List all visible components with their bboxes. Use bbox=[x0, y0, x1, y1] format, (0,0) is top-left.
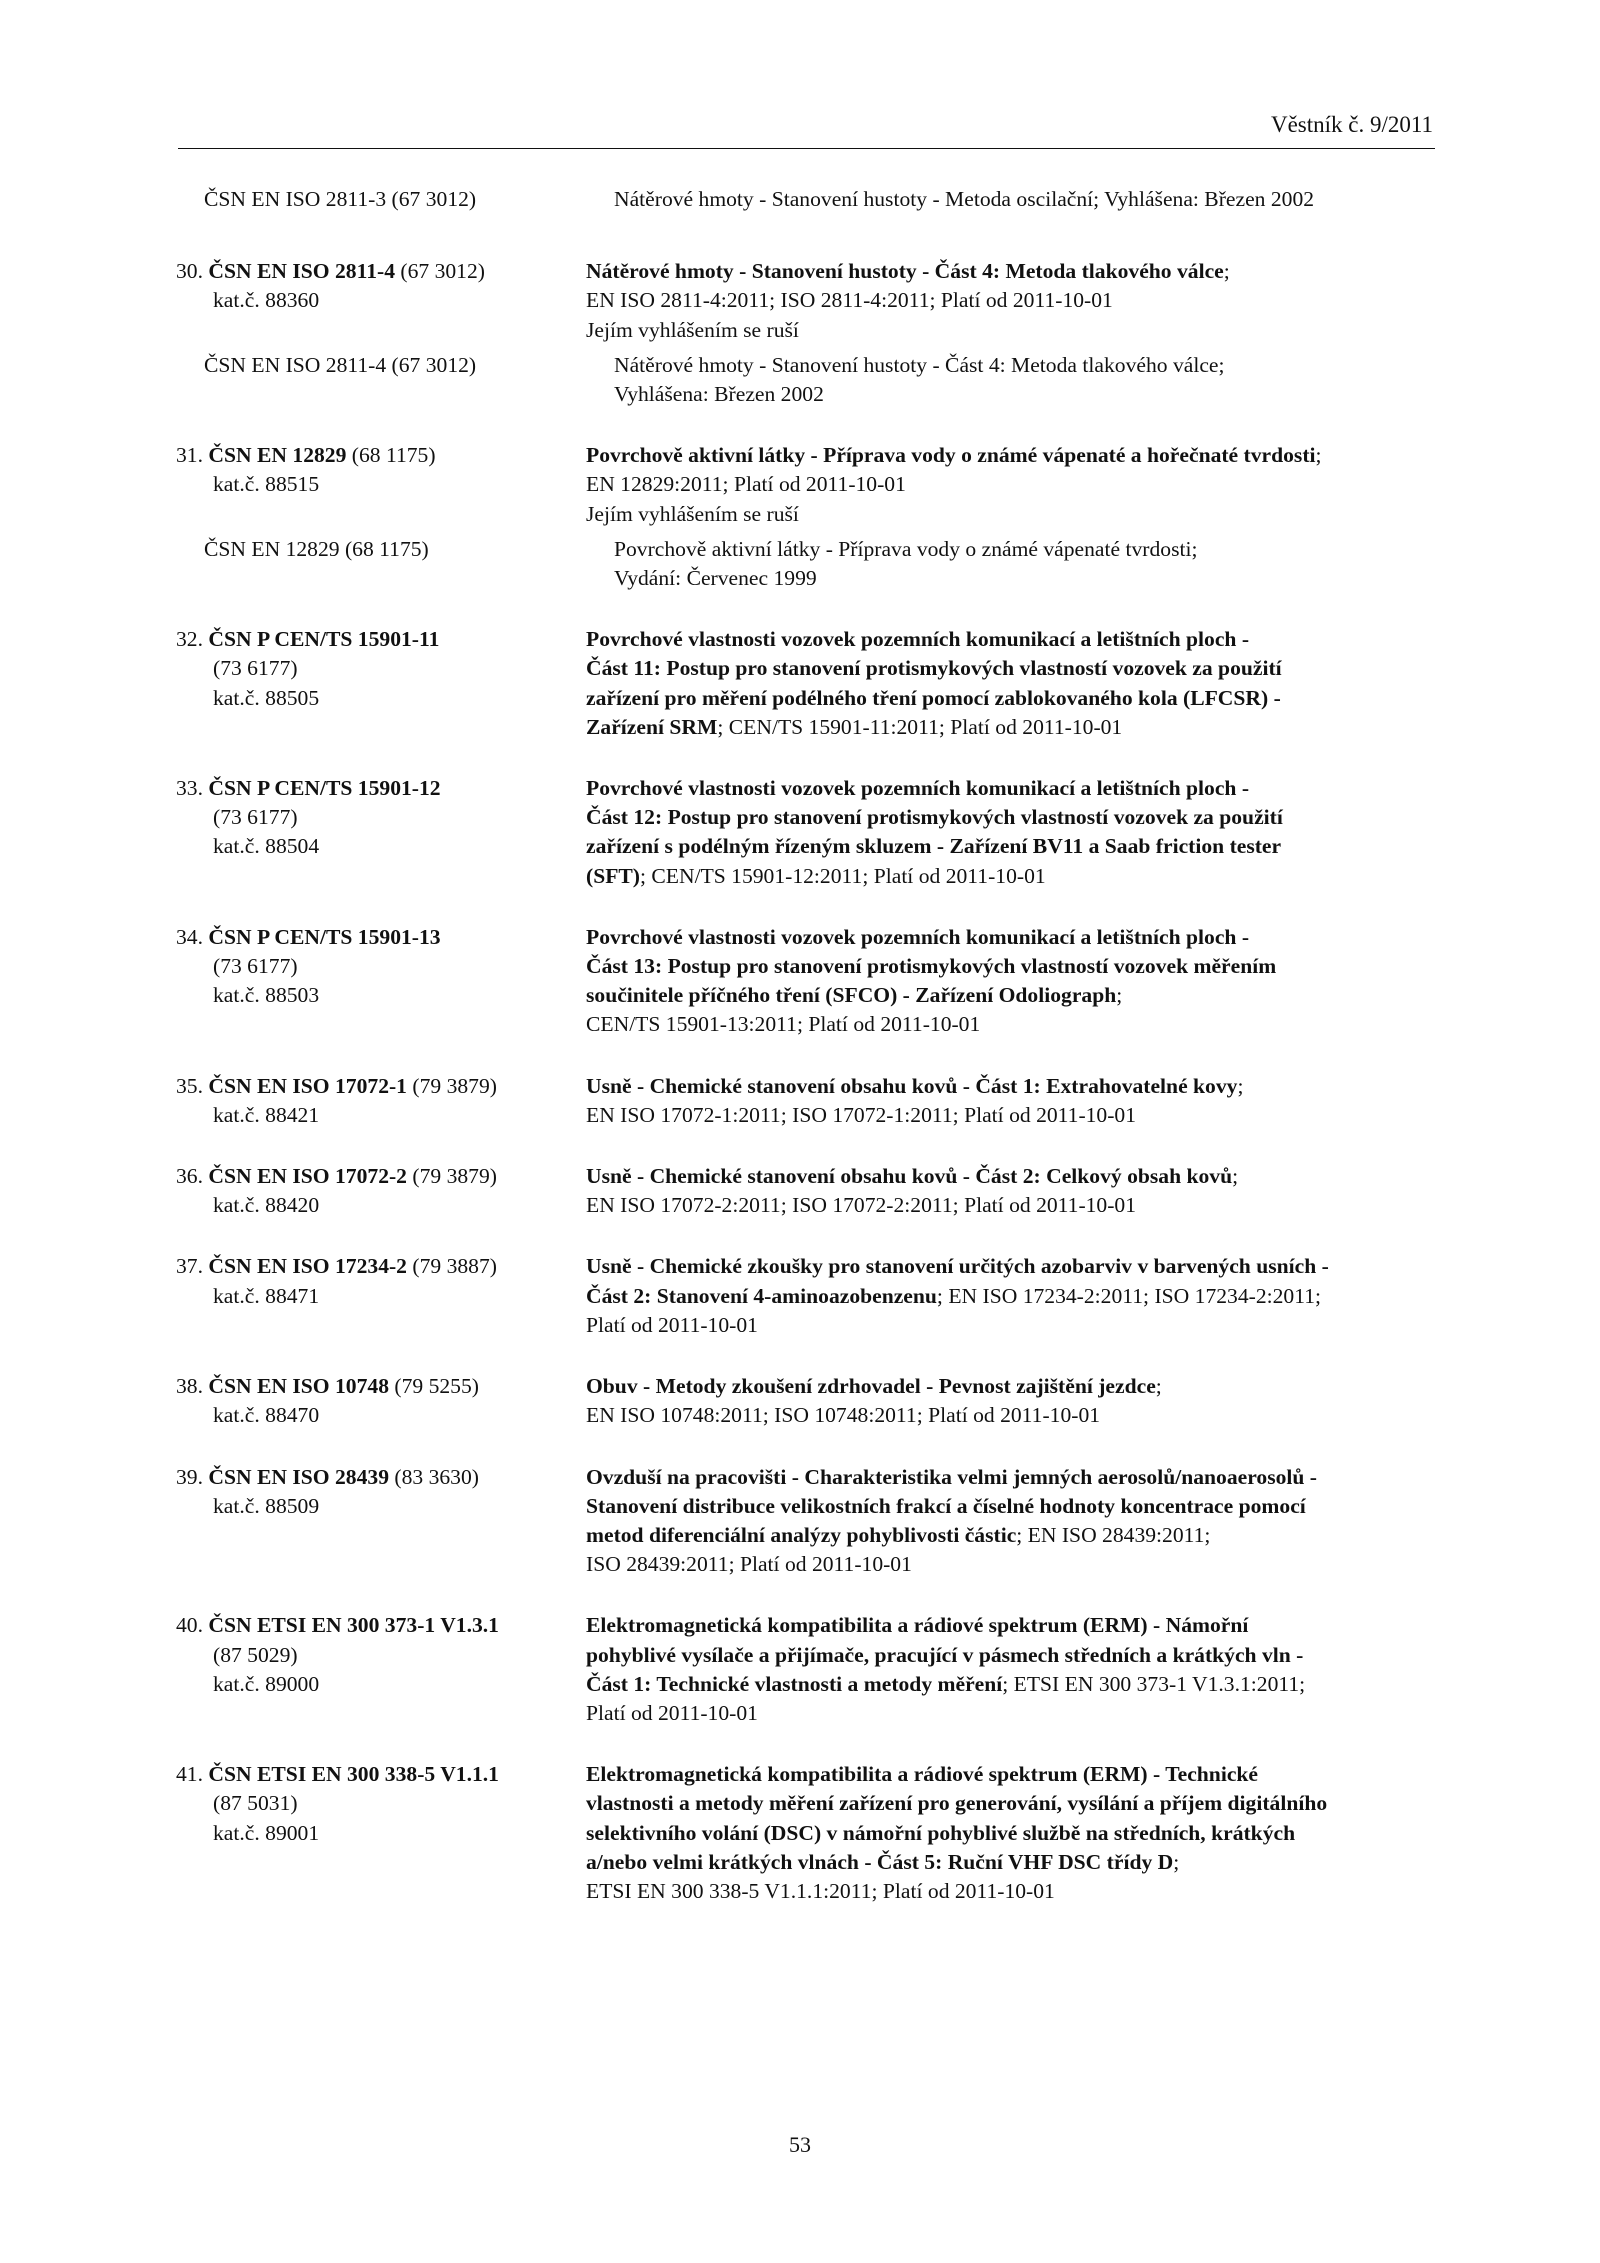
entry-number: 31. bbox=[176, 443, 203, 468]
standard-reference: EN 12829:2011; Platí od 2011-10-01 bbox=[586, 472, 906, 497]
standard-title: Nátěrové hmoty - Stanovení hustoty - Část 4: Metoda tlakového válce; bbox=[586, 259, 1230, 284]
standard-entry bbox=[176, 1463, 1436, 1580]
standard-title-line: Povrchové vlastnosti vozovek pozemních komunikací a letištních ploch - bbox=[586, 627, 1250, 652]
page-number: 53 bbox=[789, 2132, 811, 2157]
code-bold: ČSN EN ISO 28439 bbox=[208, 1464, 389, 1489]
standard-title-line: Povrchové vlastnosti vozovek pozemních komunikací a letištních ploch - bbox=[586, 776, 1250, 801]
page-header bbox=[178, 108, 1435, 149]
code-bold: ČSN ETSI EN 300 338-5 V1.1.1 bbox=[208, 1762, 499, 1787]
standard-title-line: Část 2: Stanovení 4-aminoazobenzenu; EN ISO 17234-2:2011; ISO 17234-2:2011; bbox=[586, 1283, 1322, 1308]
replaced-code: ČSN EN 12829 (68 1175) bbox=[204, 536, 429, 561]
catalog-number: kat.č. 89001 bbox=[213, 1820, 320, 1845]
standard-reference: Platí od 2011-10-01 bbox=[586, 1700, 758, 1725]
standard-title-line: (SFT); CEN/TS 15901-12:2011; Platí od 2011-10-01 bbox=[586, 863, 1046, 888]
standard-title-line: zařízení pro měření podélného tření pomocí zablokovaného kola (LFCSR) - bbox=[586, 685, 1281, 710]
standard-title-line: Část 1: Technické vlastnosti a metody měření; ETSI EN 300 373-1 V1.3.1:2011; bbox=[586, 1671, 1306, 1696]
bulletin-title: Věstník č. 9/2011 bbox=[1270, 112, 1433, 137]
code-bold: ČSN P CEN/TS 15901-12 bbox=[208, 776, 441, 801]
standard-code bbox=[176, 774, 586, 803]
standard-entry bbox=[176, 1611, 1436, 1728]
standard-entry bbox=[176, 625, 1436, 742]
replaced-code: ČSN EN ISO 2811-4 (67 3012) bbox=[204, 352, 477, 377]
standard-reference: ETSI EN 300 338-5 V1.1.1:2011; Platí od 2011-10-01 bbox=[586, 1878, 1055, 1903]
standard-entry bbox=[176, 257, 1436, 409]
class-number: (87 5029) bbox=[213, 1642, 298, 1667]
standard-reference: EN ISO 2811-4:2011; ISO 2811-4:2011; Platí od 2011-10-01 bbox=[586, 288, 1113, 313]
standard-code bbox=[176, 923, 586, 952]
standard-code bbox=[176, 1760, 586, 1789]
code-bold: ČSN EN ISO 17234-2 bbox=[208, 1254, 407, 1279]
standard-title-line: Stanovení distribuce velikostních frakcí a číselné hodnoty koncentrace pomocí bbox=[586, 1493, 1306, 1518]
entry-number: 41. bbox=[176, 1762, 203, 1787]
standard-title-line: Usně - Chemické zkoušky pro stanovení určitých azobarviv v barvených usních - bbox=[586, 1254, 1329, 1279]
standard-reference: ISO 28439:2011; Platí od 2011-10-01 bbox=[586, 1552, 912, 1577]
code-bold: ČSN EN ISO 17072-2 bbox=[208, 1164, 407, 1189]
standard-entry bbox=[176, 1072, 1436, 1130]
standard-title-line: Povrchové vlastnosti vozovek pozemních komunikací a letištních ploch - bbox=[586, 924, 1250, 949]
entry-number: 35. bbox=[176, 1073, 203, 1098]
replaced-date: Vydání: Červenec 1999 bbox=[614, 566, 817, 591]
standard-title-line: Usně - Chemické stanovení obsahu kovů - Část 1: Extrahovatelné kovy; bbox=[586, 1073, 1244, 1098]
replaced-title: Povrchově aktivní látky - Příprava vody o známé vápenaté tvrdosti; bbox=[614, 536, 1198, 561]
catalog-number: kat.č. 89000 bbox=[213, 1671, 320, 1696]
standard-reference: EN ISO 10748:2011; ISO 10748:2011; Platí od 2011-10-01 bbox=[586, 1403, 1101, 1428]
standard-title-line: Obuv - Metody zkoušení zdrhovadel - Pevnost zajištění jezdce; bbox=[586, 1374, 1162, 1399]
standard-entry bbox=[176, 774, 1436, 891]
replaced-title: Nátěrové hmoty - Stanovení hustoty - Část 4: Metoda tlakového válce; bbox=[614, 352, 1225, 377]
standard-code bbox=[176, 625, 586, 654]
intro-entry bbox=[176, 185, 1436, 214]
standard-code: 39. ČSN EN ISO 28439 (83 3630) bbox=[176, 1464, 479, 1489]
entry-number: 34. bbox=[176, 924, 203, 949]
catalog-number: kat.č. 88505 bbox=[213, 685, 320, 710]
class-number: (87 5031) bbox=[213, 1791, 298, 1816]
replacement-note: Jejím vyhlášením se ruší bbox=[586, 317, 799, 342]
standard-title-line: Elektromagnetická kompatibilita a rádiové spektrum (ERM) - Námořní bbox=[586, 1613, 1249, 1638]
standard-title-line: Část 12: Postup pro stanovení protismykových vlastností vozovek za použití bbox=[586, 805, 1283, 830]
catalog-number: kat.č. 88471 bbox=[213, 1283, 320, 1308]
catalog-number: kat.č. 88360 bbox=[213, 288, 320, 313]
code-bold: ČSN EN 12829 bbox=[208, 443, 347, 468]
standard-code: 31. ČSN EN 12829 (68 1175) bbox=[176, 443, 436, 468]
entry-number: 33. bbox=[176, 776, 203, 801]
entry-number: 39. bbox=[176, 1464, 203, 1489]
code-bold: ČSN ETSI EN 300 373-1 V1.3.1 bbox=[208, 1613, 499, 1638]
standard-code: 38. ČSN EN ISO 10748 (79 5255) bbox=[176, 1374, 479, 1399]
entry-number: 40. bbox=[176, 1613, 203, 1638]
catalog-number: kat.č. 88509 bbox=[213, 1493, 320, 1518]
standard-title-line: vlastnosti a metody měření zařízení pro generování, vysílání a příjem digitálního bbox=[586, 1791, 1328, 1816]
catalog-number: kat.č. 88421 bbox=[213, 1102, 320, 1127]
standard-reference: EN ISO 17072-2:2011; ISO 17072-2:2011; Platí od 2011-10-01 bbox=[586, 1193, 1137, 1218]
entry-number: 38. bbox=[176, 1374, 203, 1399]
catalog-number: kat.č. 88504 bbox=[213, 834, 320, 859]
standard-code: ČSN EN ISO 2811-3 (67 3012) bbox=[204, 187, 477, 211]
class-number: (73 6177) bbox=[213, 656, 298, 681]
standard-entry bbox=[176, 1162, 1436, 1220]
class-number: (73 6177) bbox=[213, 805, 298, 830]
standard-entry bbox=[176, 441, 1436, 593]
replacement-note: Jejím vyhlášením se ruší bbox=[586, 501, 799, 526]
standard-entry bbox=[176, 1760, 1436, 1906]
class-number: (73 6177) bbox=[213, 954, 298, 979]
entry-number: 30. bbox=[176, 259, 203, 284]
catalog-number: kat.č. 88470 bbox=[213, 1403, 320, 1428]
standard-entry bbox=[176, 923, 1436, 1040]
code-bold: ČSN EN ISO 10748 bbox=[208, 1374, 389, 1399]
standards-list bbox=[176, 185, 1436, 1938]
standard-title-line: Elektromagnetická kompatibilita a rádiové spektrum (ERM) - Technické bbox=[586, 1762, 1258, 1787]
standard-code bbox=[176, 1611, 586, 1640]
code-bold: ČSN EN ISO 2811-4 bbox=[208, 259, 395, 284]
standard-title-line: pohyblivé vysílače a přijímače, pracující v pásmech středních a krátkých vln - bbox=[586, 1642, 1304, 1667]
standard-title-line: Část 11: Postup pro stanovení protismykových vlastností vozovek za použití bbox=[586, 656, 1282, 681]
code-bold: ČSN EN ISO 17072-1 bbox=[208, 1073, 407, 1098]
standard-code: 37. ČSN EN ISO 17234-2 (79 3887) bbox=[176, 1254, 497, 1279]
replaced-date: Vyhlášena: Březen 2002 bbox=[614, 382, 824, 407]
standard-title: Povrchově aktivní látky - Příprava vody o známé vápenaté a hořečnaté tvrdosti; bbox=[586, 443, 1322, 468]
standard-title-line: Část 13: Postup pro stanovení protismykových vlastností vozovek měřením bbox=[586, 954, 1277, 979]
entry-number: 36. bbox=[176, 1164, 203, 1189]
standard-code: 30. ČSN EN ISO 2811-4 (67 3012) bbox=[176, 259, 485, 284]
standard-title-line: zařízení s podélným řízeným skluzem - Zařízení BV11 a Saab friction tester bbox=[586, 834, 1282, 859]
entry-number: 37. bbox=[176, 1254, 203, 1279]
standard-reference: EN ISO 17072-1:2011; ISO 17072-1:2011; Platí od 2011-10-01 bbox=[586, 1102, 1137, 1127]
standard-title-line: selektivního volání (DSC) v námořní pohyblivé službě na středních, krátkých bbox=[586, 1820, 1296, 1845]
code-bold: ČSN P CEN/TS 15901-13 bbox=[208, 924, 441, 949]
standard-reference: Platí od 2011-10-01 bbox=[586, 1312, 758, 1337]
catalog-number: kat.č. 88503 bbox=[213, 983, 320, 1008]
standard-title-line: součinitele příčného tření (SFCO) - Zařízení Odoliograph; bbox=[586, 983, 1123, 1008]
standard-code: 36. ČSN EN ISO 17072-2 (79 3879) bbox=[176, 1164, 497, 1189]
standard-description: Nátěrové hmoty - Stanovení hustoty - Metoda oscilační; Vyhlášena: Březen 2002 bbox=[614, 187, 1315, 211]
standard-title-line: Ovzduší na pracovišti - Charakteristika velmi jemných aerosolů/nanoaerosolů - bbox=[586, 1464, 1317, 1489]
standard-entry bbox=[176, 1372, 1436, 1430]
standard-title-line: Usně - Chemické stanovení obsahu kovů - Část 2: Celkový obsah kovů; bbox=[586, 1164, 1239, 1189]
code-bold: ČSN P CEN/TS 15901-11 bbox=[208, 627, 440, 652]
entry-number: 32. bbox=[176, 627, 203, 652]
standard-reference: CEN/TS 15901-13:2011; Platí od 2011-10-01 bbox=[586, 1012, 981, 1037]
standard-title-line: metod diferenciální analýzy pohyblivosti částic; EN ISO 28439:2011; bbox=[586, 1522, 1211, 1547]
standard-entry bbox=[176, 1252, 1436, 1340]
standard-title-line: Zařízení SRM; CEN/TS 15901-11:2011; Platí od 2011-10-01 bbox=[586, 714, 1123, 739]
standard-title-line: a/nebo velmi krátkých vlnách - Část 5: Ruční VHF DSC třídy D; bbox=[586, 1849, 1180, 1874]
standard-code: 35. ČSN EN ISO 17072-1 (79 3879) bbox=[176, 1073, 497, 1098]
catalog-number: kat.č. 88515 bbox=[213, 472, 320, 497]
catalog-number: kat.č. 88420 bbox=[213, 1193, 320, 1218]
